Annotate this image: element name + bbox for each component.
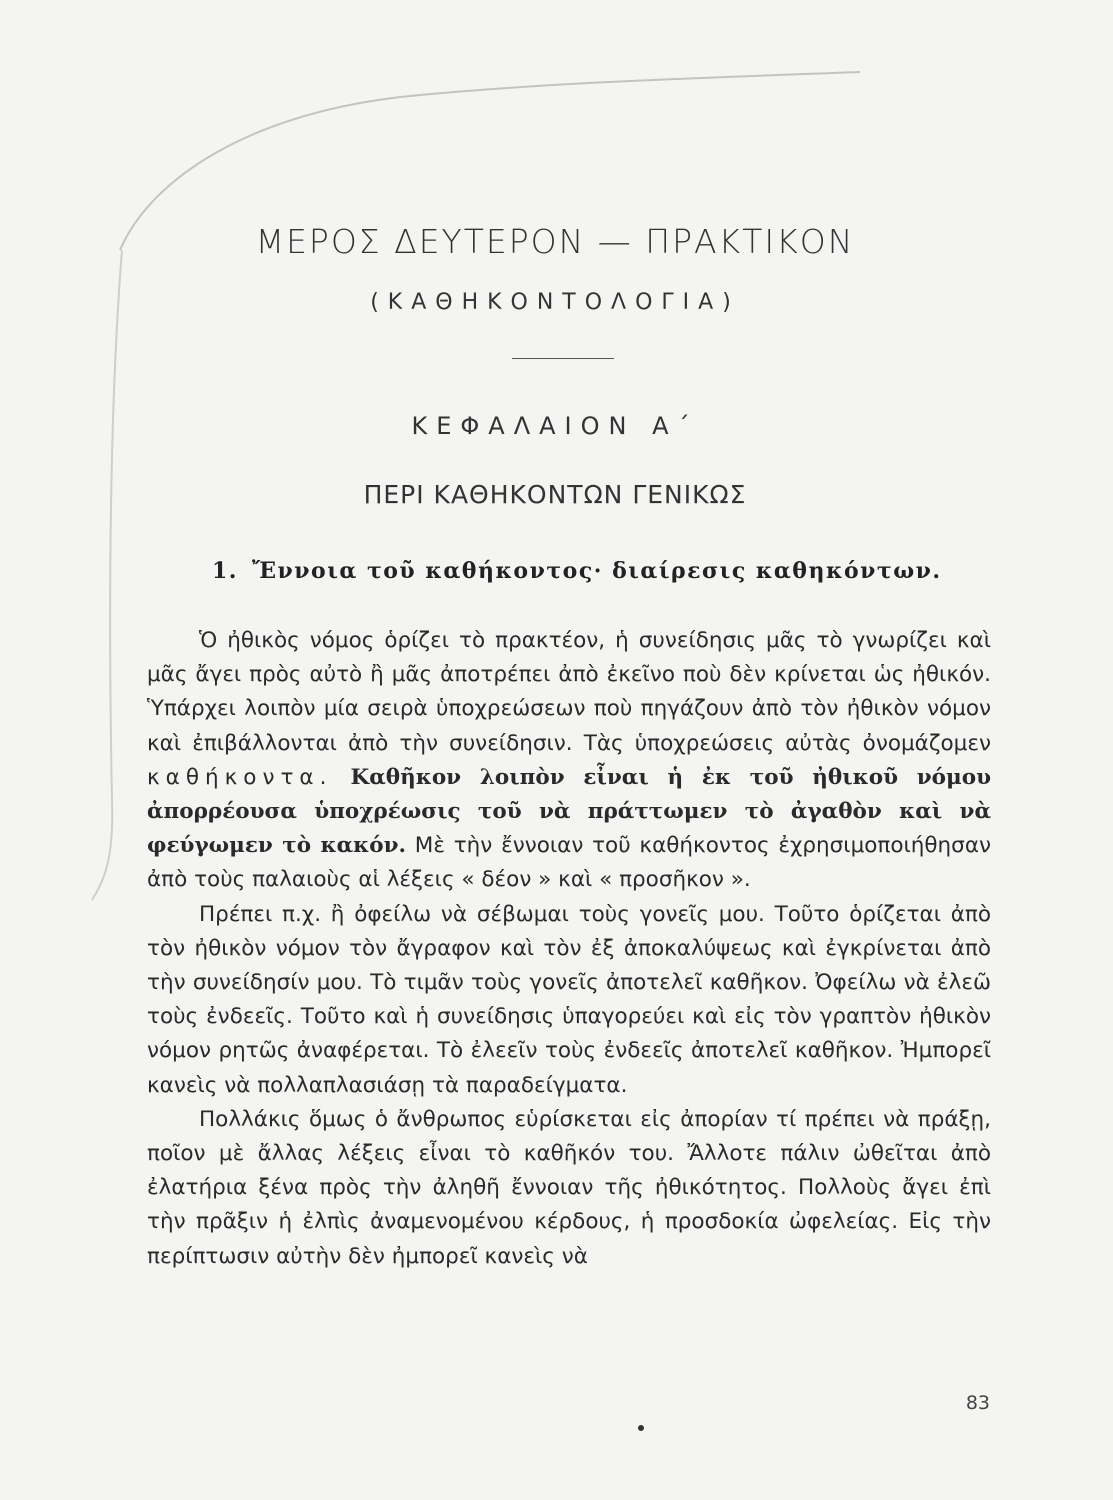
paragraph-2: Πρέπει π.χ. ἢ ὀφείλω νὰ σέβωμαι τοὺς γονεῖς μου. Τοῦτο ὁρίζεται ἀπὸ τὸν ἠθικὸν νόμον τὸν ἄγραφον καὶ τὸν ἐξ ἀποκαλύψεως καὶ ἐγκρίνεται ἀπὸ τὴν συνείδησίν μου. Τὸ τιμᾶν τοὺς γονεῖς ἀποτελεῖ καθῆκον. Ὀφείλω νὰ ἐλεῶ τοὺς ἐνδεεῖς. Τοῦτο καὶ ἡ συνείδησις ὑπαγορεύει καὶ εἰς τὸν γραπτὸν ἠθικὸν νόμον ρητῶς ἀναφέρεται. Τὸ ἐλεεῖν τοὺς ἐνδεεῖς ἀποτελεῖ καθῆκον. Ἠμπορεῖ κανεὶς νὰ πολλαπλασιάσῃ τὰ παραδείγματα.	[147, 901, 991, 1098]
divider	[512, 358, 614, 359]
paragraph-1-text-a: Ὁ ἠθικὸς νόμος ὁρίζει τὸ πρακτέον, ἡ συνείδησις μᾶς τὸ γνωρίζει καὶ μᾶς ἄγει πρὸς αὐτὸ ἢ μᾶς ἀποτρέπει ἀπὸ ἐκεῖνο ποὺ δὲν κρίνεται ὡς ἠθικόν. Ὑπάρχει λοιπὸν μία σειρὰ ὑποχρεώσεων ποὺ πηγάζουν ἀπὸ τὸν ἠθικὸν νόμον καὶ ἐπιβάλλονται ἀπὸ τὴν συνείδησιν. Τὰς ὑποχρεώσεις αὐτὰς ὀνομάζομεν	[147, 628, 991, 756]
paragraph-3: Πολλάκις ὅμως ὁ ἄνθρωπος εὑρίσκεται εἰς ἀπορίαν τί πρέπει νὰ πράξῃ, ποῖον μὲ ἄλλας λέξεις εἶναι τὸ καθῆκόν του. Ἄλλοτε πάλιν ὠθεῖται ἀπὸ ἐλατήρια ξένα πρὸς τὴν ἀληθῆ ἔννοιαν τῆς ἠθικότητος. Πολλοὺς ἄγει ἐπὶ τὴν πρᾶξιν ἡ ἐλπὶς ἀναμενομένου κέρδους, ἡ προσδοκία ὠφελείας. Εἰς τὴν περίπτωσιν αὐτὴν δὲν ἠμπορεῖ κανεὶς νὰ	[147, 1106, 991, 1269]
section-heading	[212, 558, 942, 584]
paragraph-1-text-b: Μὲ τὴν ἔννοιαν τοῦ καθήκοντος ἐχρησιμοποιήθησαν ἀπὸ τοὺς παλαιοὺς αἱ λέξεις « δέον » καὶ « προσῆκον ».	[147, 833, 991, 893]
chapter-title: ΠΕΡΙ ΚΑΘΗΚΟΝΤΩΝ ΓΕΝΙΚΩΣ	[363, 480, 747, 509]
section-number: 1.	[212, 558, 238, 584]
chapter-heading: ΚΕΦΑΛΑΙΟΝ Α΄	[411, 412, 699, 440]
ink-dot	[638, 1425, 644, 1431]
definition-bold: Καθῆκον λοιπὸν εἶναι ἡ ἐκ τοῦ ἠθικοῦ νόμου ἀπορρέουσα ὑποχρέωσις τοῦ νὰ πράττωμεν τὸ ἀγαθὸν καὶ νὰ φεύγωμεν τὸ κακόν.	[147, 764, 991, 859]
section-title: Ἔννοια τοῦ καθήκοντος· διαίρεσις καθηκόντων.	[251, 558, 942, 584]
body-text	[147, 624, 991, 1274]
part-title: ΜΕΡΟΣ ΔΕΥΤΕΡΟΝ — ΠΡΑΚΤΙΚΟΝ	[255, 222, 855, 261]
page-number: 83	[965, 1392, 990, 1414]
paragraph-1	[147, 624, 991, 898]
emphasized-term: καθήκοντα.	[147, 764, 333, 790]
part-subtitle: (ΚΑΘΗΚΟΝΤΟΛΟΓΙΑ)	[370, 290, 740, 315]
